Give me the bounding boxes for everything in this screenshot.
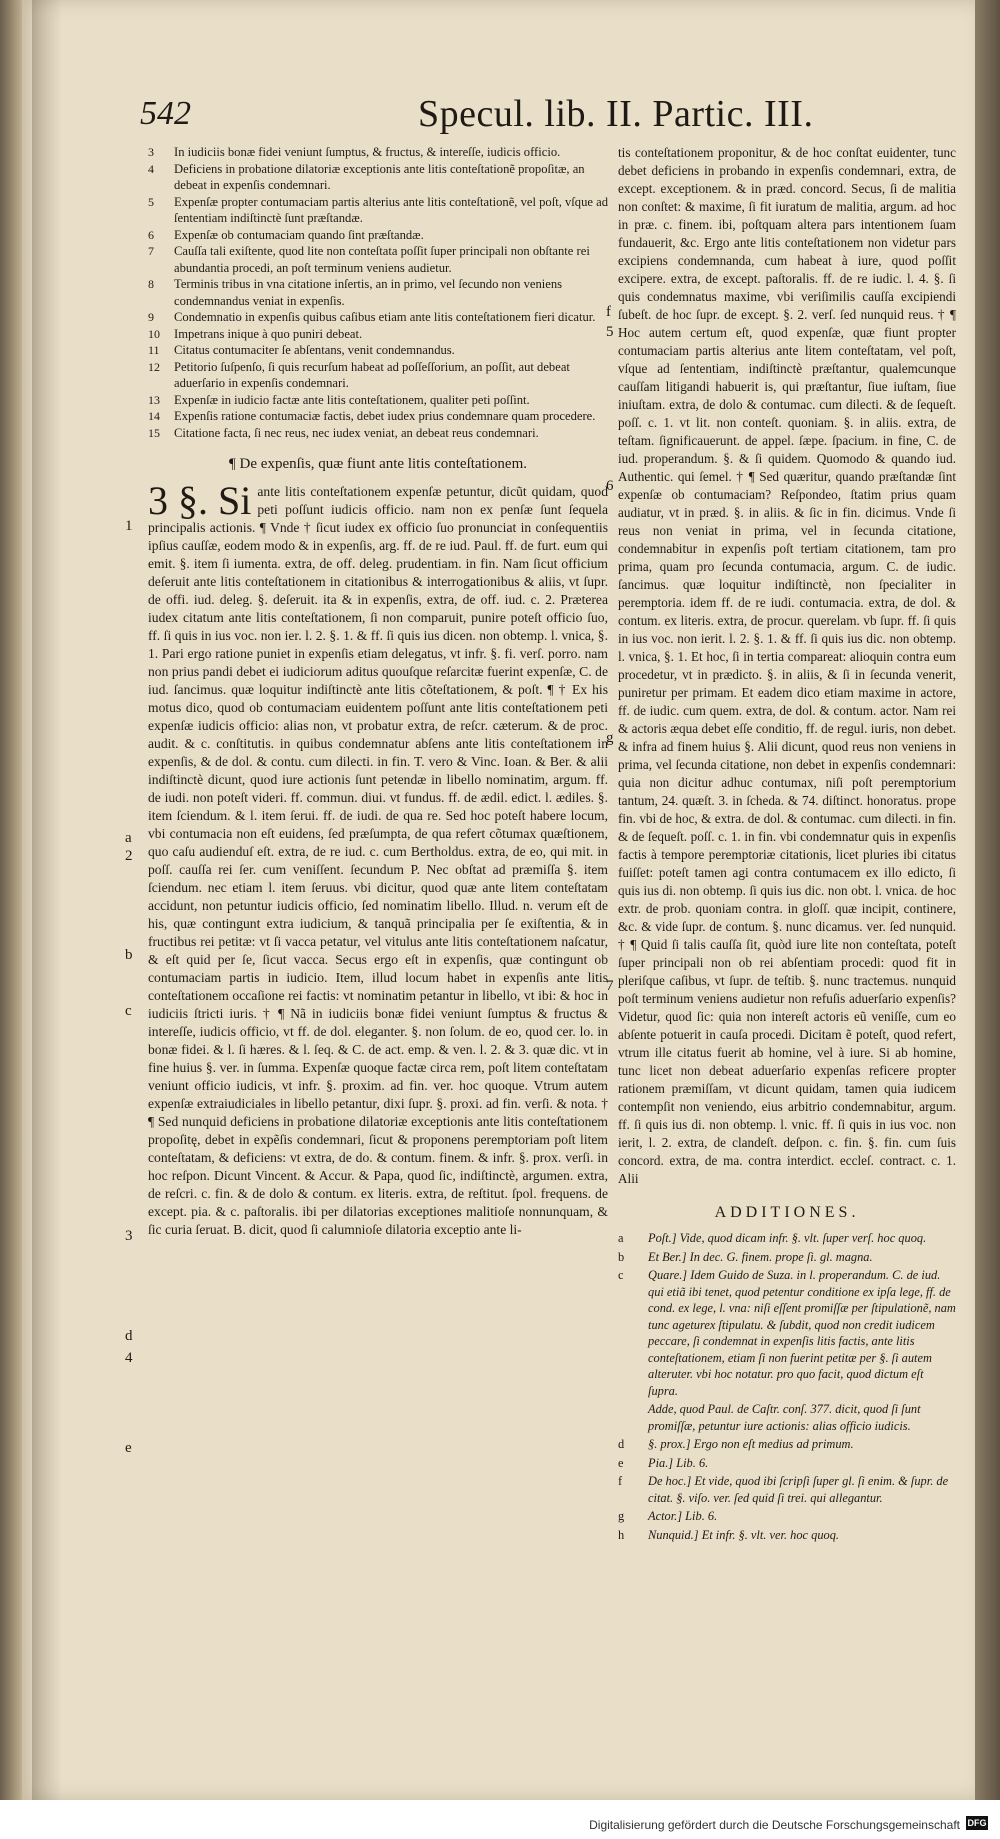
summary-text: Deficiens in probatione dilatoriæ exceptionis ante litis conteſtationẽ propoſitæ, an debeat in expenſis condemnari. [174, 161, 585, 192]
addition-item [618, 1401, 956, 1434]
summary-number: 5 [148, 194, 154, 209]
running-title: Specul. lib. II. Partic. III. [418, 93, 814, 135]
addition-key: c [618, 1268, 624, 1282]
summary-number: 15 [148, 425, 160, 440]
summary-text: Expenſæ in iudicio factæ ante litis conteſtationem, qualiter peti poſſint. [174, 392, 530, 407]
summary-number: 8 [148, 277, 154, 291]
margin-mark: 2 [125, 848, 133, 864]
summary-item [148, 227, 608, 244]
margin-mark: e [125, 1440, 132, 1456]
summary-text: Citatione facta, ſi nec reus, nec iudex veniat, an debeat reus condemnari. [174, 425, 539, 440]
margin-mark: 4 [125, 1350, 133, 1366]
margin-mark: 7 [606, 978, 614, 994]
left-body [148, 478, 608, 1239]
addition-item [618, 1527, 956, 1544]
summary-text: Expenſæ propter contumaciam partis alterius ante litis conteſtationẽ, vel poſt, vſque ad ſententiam indiſtinctè ſunt præſtandæ. [174, 194, 609, 225]
left-body-text: ante litis conteſtationem expenſæ petuntur, dicũt quidam, quod peti poſſunt iudicis officio. nam non ex penſæ ſunt ſequela principalis actionis. ¶ Vnde † ſicut iudex ex officio ſuo pronunciat in conſequentiis ipſius cauſſæ, eodem modo & in expenſis, arg. ff. de re iud. Paul. ff. de furt. eum qui emit. §. item ſi iumenta. extra, de off. deleg. prudentiam. in fin. Nam ſicut officium deſeruit ante litis conteſtationem in citationibus & interrogationibus & aliis, vt ſupr. de offi. iud. deleg. §. deſeruit. ita & in expenſis, extra, de off. iud. c. 2. Præterea iudex citatum ante litis conteſtationem, ſi non comparuit, punire poteſt officio ſuo, ff. ſi quis in ius voc. non ier. l. 2. §. 1. & ff. ſi quis ius dicen. non obtemp. l. vnica, §. 1. Pari ergo ratione puniet in expenſis etiam delegatus, vt infr. §. fi. verſ. porro. nam non prius pandi debet ei iudiciorum aditus quouſque reſarcitæ fuerint expenſæ, C. de iud. ſancimus. quæ loquitur indiſtinctè ante litis cõteſtationem, & poſt. ¶ † Ex his motus dico, quod ob contumaciam euidentem poſſunt ante litis conteſtationem peti expenſæ iudicis officio: alias non, vt probatur extra, de reſcr. cæterum. & de proc. audit. & c. conſtitutis. in quibus condemnatur abſens ante litis conteſtationem in expenſis, & de dol. & contu. cum dilecti. in fin. T. vero & Vinc. Ioan. & Ber. & alii indiſtinctè dicunt, quod iure actionis ſunt petendæ in libello nominatim, argum. ff. de iudi. non poteſt videri. ff. commun. diui. vt fundus. ff. de ædil. edict. l. ædiles. §. item ſciendum. & l. item ſerui. ff. de iudi. de qua re. Sed hoc poteſt habere locum, vbi contumacia non eſt euidens, ſed præſumpta, de qua refert cõtumax quæſtionem, quo caſu audienduſ eſt. extra, de re iud. c. cum Bertholdus. extra, de eo, qui mit. in poſſ. cauſſa rei ſer. cum veniſſent. ſecundum P. Nec obſtat ad præmiſſa §. item ſciendum. nec etiam l. item ſeruus. vbi dicitur, quod quæ ante litem conteſtatam accidunt, non petuntur iudicis officio, ſed nominatim libello. Illud. n. verum eſt de his, quæ contingunt extra iudicium, & tanquã principalia per ſe exiſtentia, & in fructibus rei petitæ: vt ſi vacca petatur, vel vitulus ante litis conteſtationem naſcatur, & eſt quid per ſe, ſicut vacca. Secus ergo eſt in expenſis, quæ contingunt ob contumaciam partis in iudicio. Item, illud locum habet in expenſis ante litis conteſtationem occaſione rei factis: vt nominatim petantur in libello, vt ibi: & hoc in iudiciis ſtricti iuris. † ¶ Nã in iudiciis bonæ fidei veniunt ſumptus & fructus & intereſſe, iudicis officio, vt ff. de dol. eleganter. §. non ſolum. de eo, quod cer. lo. in bonæ fidei. & l. ſi hæres. & l. ſeq. & C. de act. emp. & ven. l. 2. & 3. quæ dic. vt in fine huius §. ver. in ſumma. Expenſæ quoque factæ circa rem, poſt litem conteſtatam veniunt officio iudicis, vt infr. §. proxim. ad fin. ver. hoc quoque. Vtrum autem expenſæ extraiudiciales in libello petantur, dixi ſupr. §. proxi. ad fin. verſi. & nota. † ¶ Sed nunquid deficiens in probatione dilatoriæ exceptionis ante litis conteſtationem propoſitę, debet in expẽſis condemnari, ſicut & proponens peremptoriam poſt litem conteſtatam, & deficiens: vt extra, de do. & contum. finem. & infr. §. prox. verſi. in hoc reſpon. Dicunt Vincent. & Accur. & Papa, quod ſic, indiſtinctè, argumen. extra, de reſcri. c. fin. & de dolo & contum. ex literis. extra, de reſtitut. ſpol. frequens. de except. pia. & c. paſtoralis. ibi per dilatorias exceptiones malitioſe nonnunquam, & ſic curia ſeruat. B. dicit, quod ſi calumnioſe dilatoria exceptio ante li- [148, 484, 608, 1237]
summary-number: 3 [148, 145, 154, 159]
gutter-shadow [32, 0, 62, 1800]
summary-item [148, 309, 608, 326]
summary-item [148, 425, 608, 442]
summary-number: 9 [148, 310, 154, 324]
addition-item [618, 1230, 956, 1247]
addition-key: g [618, 1509, 625, 1523]
section-heading: ¶ De expenſis, quæ fiunt ante litis conteſtationem. [229, 456, 527, 472]
margin-mark: a [125, 830, 132, 846]
summary-text: Condemnatio in expenſis quibus caſibus etiam ante litis conteſtationem fieri dicatur. [174, 310, 596, 324]
margin-mark: f [606, 304, 611, 320]
summary-text: Expenſis ratione contumaciæ factis, debet iudex prius condemnare quam procedere. [174, 409, 596, 423]
summary-text: Citatus contumaciter ſe abſentans, venit condemnandus. [174, 343, 455, 357]
summary-text: Petitorio ſuſpenſo, ſi quis recurſum habeat ad poſſeſſorium, an poſſit, aut debeat aduerſario in expenſis condemnari. [174, 359, 570, 390]
margin-mark: 5 [606, 324, 614, 340]
left-body-paragraph [148, 478, 608, 1239]
summary-text: Impetrans inique à quo puniri debeat. [174, 326, 363, 341]
additiones-heading: ADDITIONES. [714, 1204, 860, 1221]
margin-mark: d [125, 1328, 133, 1344]
book-gutter [0, 0, 24, 1800]
summary-item [148, 342, 608, 359]
margin-mark: c [125, 1003, 132, 1019]
summary-number: 14 [148, 409, 160, 423]
addition-text: De hoc.] Et vide, quod ibi ſcripſi ſuper gl. ſi enim. & ſupr. de citat. §. viſo. ver. ſed quid ſi trei. qui allegantur. [648, 1474, 949, 1505]
addition-text: Quare.] Idem Guido de Suza. in l. properandum. C. de iud. qui etiã ibi tenet, quod petentur conditione ex ipſa lege, ff. de cond. ex lege, l. vna: niſi eſſent promiſſæ per ſtipulationẽ, nam tunc ageturex ſtipulatu. & ſubdit, quod non credit iudicem peccare, ſi condemnat in expenſis litis factis, ante litis conteſtationem, etiam ſi non fuerint petitæ per §. ſi autem alteruter. vbi hoc notatur. pro quo facit, quod dictum eſt ſupra. [648, 1268, 956, 1398]
summary-number: 6 [148, 227, 154, 242]
addition-text: §. prox.] Ergo non eſt medius ad primum. [648, 1437, 854, 1451]
left-column [148, 144, 608, 1239]
addition-key: h [618, 1527, 625, 1542]
summary-text: Terminis tribus in vna citatione inſertis, an in primo, vel ſecundo non veniens condemnandus veniat in expenſis. [174, 277, 563, 308]
addition-key: d [618, 1437, 625, 1451]
summary-number: 12 [148, 359, 160, 374]
digitization-credit: Digitalisierung gefördert durch die Deutsche Forschungsgemeinschaft [589, 1818, 960, 1832]
addition-text: Et Ber.] In dec. G. finem. prope ſi. gl. magna. [648, 1249, 873, 1264]
summary-item [148, 359, 608, 392]
addition-item [618, 1267, 956, 1399]
summary-number: 7 [148, 244, 154, 258]
addition-key: e [618, 1455, 624, 1470]
summary-number: 4 [148, 161, 154, 176]
summary-item [148, 243, 608, 276]
summary-item [148, 144, 608, 161]
summary-number: 10 [148, 326, 160, 341]
section-opening: 3 §. Si [148, 478, 252, 523]
addition-text: Pia.] Lib. 6. [648, 1455, 709, 1470]
right-column [618, 144, 956, 1545]
addition-item [618, 1436, 956, 1453]
dfg-logo: DFG [967, 1818, 987, 1828]
addition-item [618, 1249, 956, 1266]
additiones-list [618, 1230, 956, 1543]
addition-key: b [618, 1249, 625, 1264]
margin-mark: 1 [125, 518, 133, 534]
addition-text: Poſt.] Vide, quod dicam infr. §. vlt. ſuper verſ. hoc quoq. [648, 1231, 927, 1245]
addition-key: a [618, 1231, 624, 1245]
addition-text: Adde, quod Paul. de Caſtr. conſ. 377. dicit, quod ſi ſunt promiſſæ, petuntur iure actionis: alias officio iudicis. [648, 1402, 921, 1433]
addition-item [618, 1455, 956, 1472]
margin-mark: b [125, 947, 133, 963]
summary-text: In iudiciis bonæ fidei veniunt ſumptus, & fructus, & intereſſe, iudicis officio. [174, 145, 561, 159]
summaria-list [148, 144, 608, 441]
summary-item [148, 161, 608, 194]
summary-item [148, 276, 608, 309]
summary-number: 11 [148, 343, 160, 357]
summary-text: Expenſæ ob contumaciam quando ſint præſtandæ. [174, 227, 424, 242]
page-number: 542 [140, 95, 191, 132]
summary-item [148, 326, 608, 343]
margin-mark: 3 [125, 1228, 133, 1244]
summary-number: 13 [148, 392, 160, 407]
margin-mark: 6 [606, 478, 614, 494]
summary-item [148, 194, 608, 227]
right-body-text: tis conteſtationem proponitur, & de hoc conſtat euidenter, tunc debet deficiens in probando in expenſis condemnari, extra, de except. exceptionem. & in præd. concord. Secus, ſi de malitia non conſtet: & maxime, ſi fit iuratum de malitia, argum. ad hoc in præ. c. finem. ibi, poſtquam altera pars intentionem ſuam fundauerit, &c. Ergo ante litis conteſtationem non videtur pars excipiens condemnanda, cum habeat à iure, quod poſſit excipere. extra, de except. paſtoralis. ff. de re iudic. l. 4. §. ſi quis condemnatus maxime, vbi veriſimilis cauſſa excipiendi ſubeſt. de hoc ſupr. de except. §. 2. verſ. ſed nunquid reus. † ¶ Hoc autem certum eſt, quod expenſæ, quæ fiunt propter contumaciam partis alterius ante litem conteſtatam, vel poſt, vſque ad ſententiam, indiſtinctè præſtantur, qualemcunque cauſſam litigandi habuerit is, qui præſtantur, ſiue iuſtam, ſiue iniuſtam. extra, de dolo & contumac. cum dilecti. & de ſequeſt. poſſ. c. 1. vt lit. non conteſt. quoniam. §. in aliis. extra, de teſtam. ſignificauerunt. de appel. ſæpe. ſpacium. in fine, C. de iud. properandum. §. & ſi quidem. Quomodo & quando iud. Authentic. qui ſemel. † ¶ Sed quæritur, quando præſtandæ ſint expenſæ ob contumaciam? Reſpondeo, ſtatim prius quam audiatur, vt in præd. §. in aliis. & ſic in fin. dicimus. Vnde ſi reus non veniat in prima, vel in ſecunda citatione, condemnabitur in expenſis poſt tertiam citationem, tam pro prima, quam pro ſecunda contumacia, argum. C. de iudic. ſancimus. quæ loquitur indiſtinctè, non ſpecialiter in peremptoria. idem ff. de re iudi. contumacia. extra, de dol. & contum. ex literis. extra, de procur. querelam. vb ſupr. ff. ſi quis in ius voc. non ierit. l. 2. §. 1. & ff. ſi quis ius dic. non obtemp. l. vnica, §. 1. Et hoc, ſi in tertia compareat: alioquin contra eum procedetur, vt in prædicto. §. in aliis, & ſi in ſecunda venerit, puniretur per primam. Et eadem dico etiam maxime in actore, ff. de iudic. cum quem. extra, de dol. & contum. actor. Nam rei & actoris æqua debet eſſe conditio, ff. de regul. iuris, non debet. & infra ad finem huius §. Alii dicunt, quod reus non veniens in prima, vel ſecunda citatione, non debet in expenſis condemnari: quia non dicitur adhuc contumax, niſi poſt peremptorium tantum, 24. quæſt. 3. in ſcheda. & 74. diſtinct. honoratus. prope fin. vbi de hoc, & extra. de dol. & contumac. cum dilecti. in fin. & de ſequeſt. poſſ. c. 1. in fin. vbi condemnatur quis in expenſis factis à tempore peremptoriæ citationis, licet pluries ibi citatus fuiſſet: poteſt tamen agi contra contumacem ex illo edicto, ſi quis ius di. non obtemp. ſi quis ius dic. non obt. l. vnica. de hoc extr. de prob. quoniam contra. in gloſſ. quæ incipit, continere, &c. & vide ſupr. de contum. §. nunc dicamus. ver. ſed nunquid. † ¶ Quid ſi talis cauſſa ſit, quòd iure lite non conteſtata, poteſt ſuper principali non ob rei abſentiam procedi: quod fit in pleriſque caſibus, vt ſupr. de teſtib. §. nunc tractemus. nunquid poſt terminum veniens audietur non refuſis aduerſario expenſis? Videtur, quod ſic: quia non intereſt actoris eũ veniſſe, cum eo abſente potuerit in cauſa procedi. Dicitam ẽ poteſt, quod refert, vtrum ille citatus fuerit ab homine, vel à iure. Si ab homine, tunc licet non debeat aduerſario expenſas reficere propter rationem præmiſſam, vt dicunt quidam, tamen quia iudicem contempſit non veniendo, eius arbitrio condemnabitur, argum. ff. ſi quis ius di. non obtemp. l. vnic. ff. ſi quis in ius voc. non ierit, l. 2. extra, de clandeſt. deſpon. c. fin. §. fin. cum ſuis concord. extra, de ma. contra interdict. eccleſ. contract. c. 1. Alii [618, 145, 956, 1186]
margin-mark: g [606, 730, 614, 746]
right-body [618, 144, 956, 1188]
addition-text: Nunquid.] Et infr. §. vlt. ver. hoc quoq. [648, 1527, 840, 1542]
summary-item [148, 392, 608, 409]
addition-text: Actor.] Lib. 6. [648, 1509, 718, 1523]
addition-key: f [618, 1474, 623, 1488]
addition-item [618, 1508, 956, 1525]
summary-text: Cauſſa tali exiſtente, quod lite non conteſtata poſſit ſuper principali non obſtante rei abundantia procedi, an poſt terminum veniens audietur. [174, 244, 590, 275]
page-fore-edge [975, 0, 1000, 1800]
addition-item [618, 1473, 956, 1506]
summary-item [148, 408, 608, 425]
